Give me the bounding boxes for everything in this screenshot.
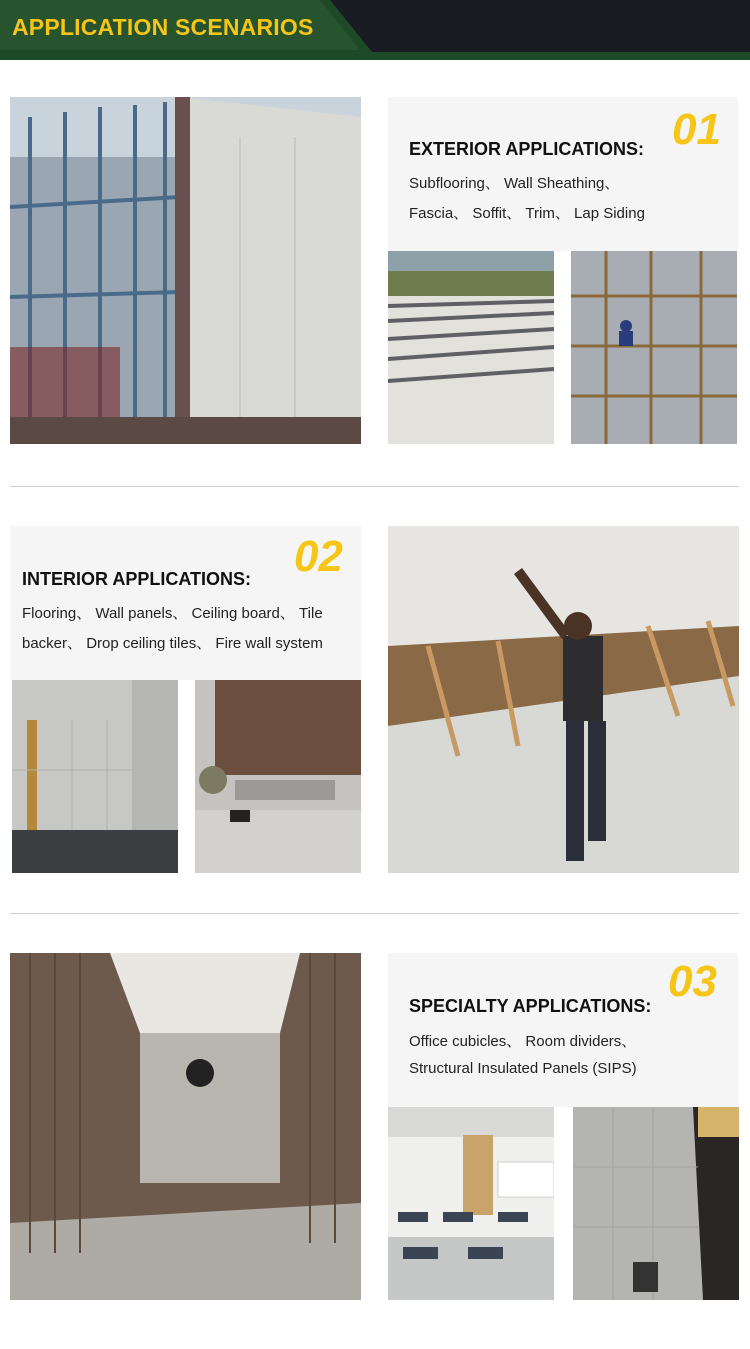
page-header [0, 0, 750, 60]
section-text-line: Flooring、 Wall panels、 Ceiling board、 Tile [22, 605, 323, 622]
section-number: 03 [668, 957, 717, 1006]
section-text-line: Office cubicles、 Room dividers、 [409, 1033, 637, 1050]
exterior-applications-card [388, 97, 738, 251]
ceiling-installation-photo [388, 526, 739, 873]
section-number: 02 [294, 532, 343, 581]
page-title: APPLICATION SCENARIOS [12, 14, 314, 40]
section-number: 01 [672, 105, 721, 154]
section-text-line: Fascia、 Soffit、 Trim、 Lap Siding [409, 205, 645, 222]
section-text-line: Structural Insulated Panels (SIPS) [409, 1060, 637, 1077]
subfloor-joists-photo [388, 251, 554, 444]
office-wall-panels-photo [573, 1107, 739, 1300]
classroom-photo [388, 1107, 554, 1300]
section-text-line: backer、 Drop ceiling tiles、 Fire wall system [22, 635, 323, 652]
section-divider [10, 913, 739, 914]
steel-frame-building-photo [10, 97, 361, 444]
concrete-hallway-photo [12, 680, 178, 873]
specialty-applications-card [388, 953, 738, 1107]
section-heading: EXTERIOR APPLICATIONS: [409, 139, 645, 159]
section-text-line: Subflooring、 Wall Sheathing、 [409, 175, 620, 192]
scaffold-wall-photo [571, 251, 737, 444]
section-heading: SPECIALTY APPLICATIONS: [409, 996, 652, 1016]
interior-applications-card [10, 526, 361, 680]
section-heading: INTERIOR APPLICATIONS: [22, 569, 251, 589]
wood-corridor-photo [10, 953, 361, 1300]
section-divider [10, 486, 739, 487]
showroom-interior-photo [195, 680, 361, 873]
